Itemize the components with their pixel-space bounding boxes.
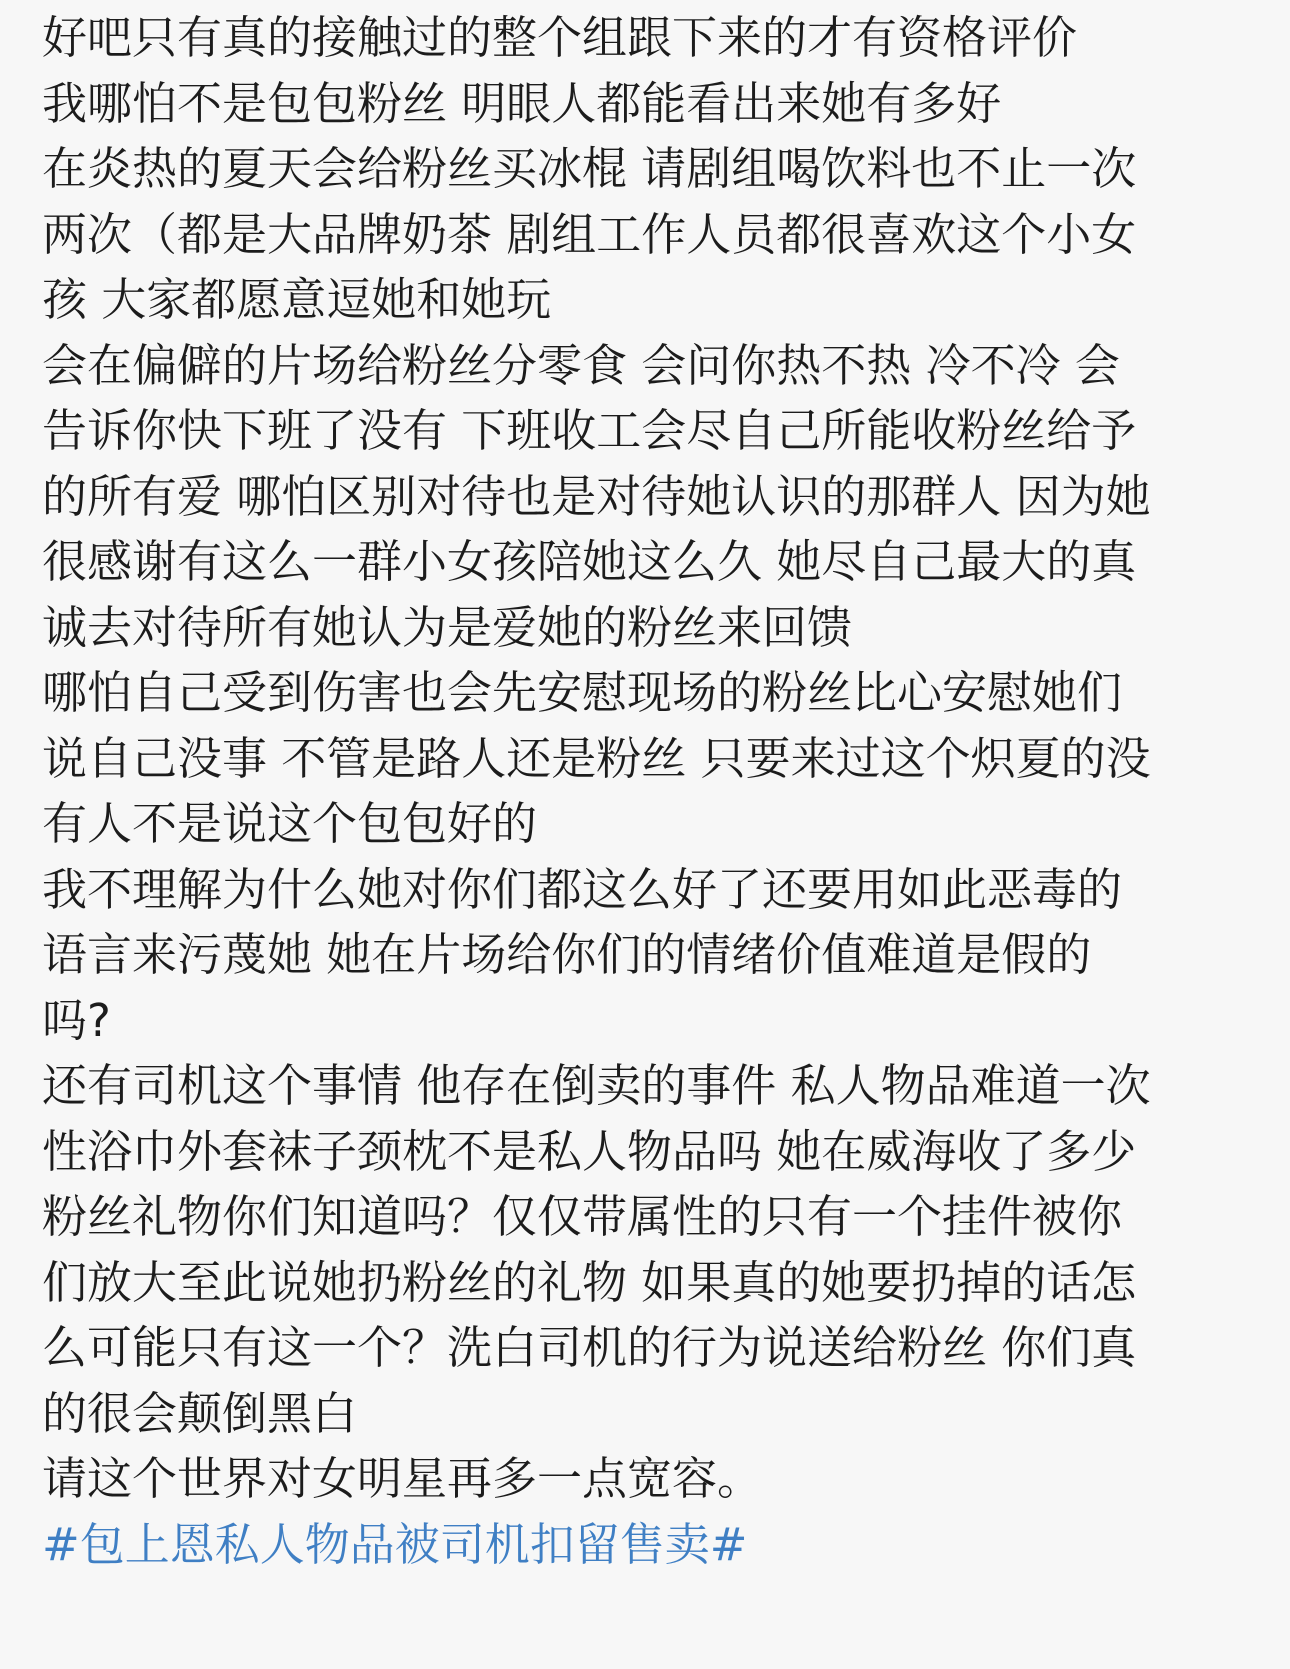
post-line-1: 好吧只有真的接触过的整个组跟下来的才有资格评价: [42, 11, 1078, 64]
post-line-5: 孩 大家都愿意逗她和她玩: [42, 273, 552, 326]
post-line-3: 在炎热的夏天会给粉丝买冰棍 请剧组喝饮料也不止一次: [42, 142, 1137, 195]
post-line-7: 告诉你快下班了没有 下班收工会尽自己所能收粉丝给予: [42, 404, 1137, 457]
post-line-16: 吗?: [42, 993, 111, 1047]
post-line-17: 还有司机这个事情 他存在倒卖的事件 私人物品难道一次: [42, 1059, 1151, 1112]
post-line-18: 性浴巾外套袜子颈枕不是私人物品吗 她在威海收了多少: [42, 1124, 1137, 1178]
post-line-10: 诚去对待所有她认为是爱她的粉丝来回馈: [42, 600, 853, 654]
post-line-22: 的很会颠倒黑白: [42, 1386, 358, 1440]
post-line-23: 请这个世界对女明星再多一点宽容。: [42, 1452, 763, 1505]
post-line-20: 们放大至此说她扔粉丝的礼物 如果真的她要扔掉的话怎: [42, 1255, 1137, 1309]
post-line-15: 语言来污蔑她 她在片场给你们的情绪价值难道是假的: [42, 928, 1092, 981]
post-line-4: 两次（都是大品牌奶茶 剧组工作人员都很喜欢这个小女: [42, 207, 1137, 261]
post-line-13: 有人不是说这个包包好的: [42, 797, 538, 850]
post-line-9: 很感谢有这么一群小女孩陪她这么久 她尽自己最大的真: [42, 535, 1137, 588]
post-line-11: 哪怕自己受到伤害也会先安慰现场的粉丝比心安慰她们: [42, 666, 1123, 719]
post-line-8: 的所有爱 哪怕区别对待也是对待她认识的那群人 因为她: [42, 469, 1151, 523]
post-line-6: 会在偏僻的片场给粉丝分零食 会问你热不热 冷不冷 会: [42, 338, 1120, 392]
post-line-12: 说自己没事 不管是路人还是粉丝 只要来过这个炽夏的没: [42, 731, 1151, 785]
hashtag-link[interactable]: #包上恩私人物品被司机扣留售卖#: [42, 1517, 748, 1571]
post-line-14: 我不理解为什么她对你们都这么好了还要用如此恶毒的: [42, 862, 1123, 916]
post-line-19: 粉丝礼物你们知道吗？仅仅带属性的只有一个挂件被你: [42, 1190, 1123, 1243]
post-line-21: 么可能只有这一个？洗白司机的行为说送给粉丝 你们真: [42, 1321, 1137, 1374]
post-line-2: 我哪怕不是包包粉丝 明眼人都能看出来她有多好: [42, 76, 1002, 130]
post-body: [42, 5, 1257, 1577]
